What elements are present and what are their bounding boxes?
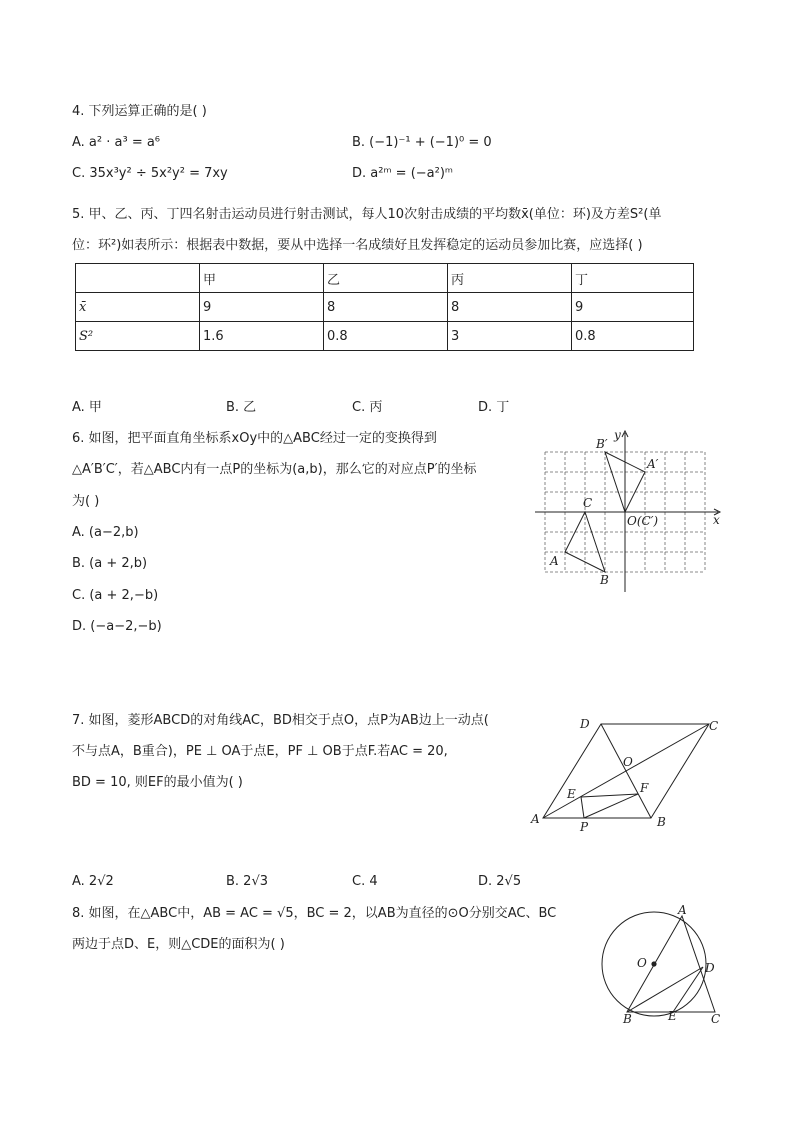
q5-option-c[interactable]: C. 丙 xyxy=(352,400,383,415)
center-dot xyxy=(651,961,656,966)
label-c: C xyxy=(711,1012,721,1026)
q7-option-c[interactable]: C. 4 xyxy=(352,874,378,889)
label-o: O xyxy=(623,755,633,769)
table-row xyxy=(76,293,694,322)
q5-stem-line2: 位：环²)如表所示：根据表中数据，要从中选择一名成绩好且发挥稳定的运动员参加比赛，应选择( ) xyxy=(72,238,643,253)
label-d: D xyxy=(705,961,715,975)
segment-bd xyxy=(627,967,703,1012)
q6-stem-line3: 为( ) xyxy=(72,494,100,509)
table-cell: 3 xyxy=(448,322,572,351)
q6-stem-line2: △A′B′C′，若△ABC内有一点P的坐标为(a,b)，那么它的对应点P′的坐标 xyxy=(72,462,477,477)
segment-pe xyxy=(581,797,584,818)
q7-option-d[interactable]: D. 2√5 xyxy=(478,874,522,889)
q6-stem-line1: 6. 如图，把平面直角坐标系xOy中的△ABC经过一定的变换得到 xyxy=(72,431,437,446)
label-y-axis: y xyxy=(614,428,621,442)
label-a: A xyxy=(531,812,540,826)
label-b: B xyxy=(623,1012,632,1026)
table-cell: S² xyxy=(76,322,200,351)
q7-option-b[interactable]: B. 2√3 xyxy=(226,874,269,889)
table-cell: 9 xyxy=(200,293,324,322)
q7-option-a[interactable]: A. 2√2 xyxy=(72,874,114,889)
label-e: E xyxy=(668,1009,677,1023)
q6-option-b[interactable]: B. (a + 2,b) xyxy=(72,556,148,571)
q8-stem-line2: 两边于点D、E，则△CDE的面积为( ) xyxy=(72,937,285,952)
table-cell: 0.8 xyxy=(572,322,694,351)
diagonal-bd xyxy=(601,724,651,818)
q7-stem-line3: BD = 10, 则EF的最小值为( ) xyxy=(72,775,243,790)
q4-option-c[interactable]: C. 35x³y² ÷ 5x²y² = 7xy xyxy=(72,166,228,181)
q6-option-c[interactable]: C. (a + 2,−b) xyxy=(72,588,159,603)
table-header-row xyxy=(76,264,694,293)
label-x-axis: x xyxy=(713,513,720,527)
q8-stem-line1: 8. 如图，在△ABC中，AB = AC = √5，BC = 2，以AB为直径的⊙O分别交AC、BC xyxy=(72,906,557,921)
q7-stem-line2: 不与点A，B重合)，PE ⊥ OA于点E，PF ⊥ OB于点F.若AC = 20, xyxy=(72,744,448,759)
table-cell: 1.6 xyxy=(200,322,324,351)
q4-option-d[interactable]: D. a²ᵐ = (−a²)ᵐ xyxy=(352,166,454,181)
q7-rhombus-figure xyxy=(525,710,725,840)
q4-stem: 4. 下列运算正确的是( ) xyxy=(72,104,207,119)
q7-stem-line1: 7. 如图，菱形ABCD的对角线AC，BD相交于点O，点P为AB边上一动点( xyxy=(72,713,489,728)
table-cell: 9 xyxy=(572,293,694,322)
label-f: F xyxy=(640,781,649,795)
label-b: B xyxy=(600,573,609,587)
table-cell: 乙 xyxy=(324,264,448,293)
table-cell: 丁 xyxy=(572,264,694,293)
label-a: A xyxy=(678,903,687,917)
segment-ef xyxy=(581,794,638,797)
label-b1: B′ xyxy=(596,437,608,451)
label-p: P xyxy=(580,820,589,834)
table-cell: x̄ xyxy=(76,293,200,322)
segment-de xyxy=(673,967,703,1012)
table-cell: 0.8 xyxy=(324,322,448,351)
q6-coordinate-figure xyxy=(530,425,730,595)
q6-option-a[interactable]: A. (a−2,b) xyxy=(72,525,139,540)
table-cell xyxy=(76,264,200,293)
label-c: C xyxy=(583,496,593,510)
q5-option-b[interactable]: B. 乙 xyxy=(226,400,257,415)
q5-option-d[interactable]: D. 丁 xyxy=(478,400,510,415)
table-cell: 丙 xyxy=(448,264,572,293)
segment-pf xyxy=(584,794,638,818)
q8-circle-figure xyxy=(595,898,735,1028)
q5-stem-line1: 5. 甲、乙、丙、丁四名射击运动员进行射击测试，每人10次射击成绩的平均数x̄(单位：环)及方差S²(单 xyxy=(72,207,662,222)
label-e: E xyxy=(567,787,576,801)
label-d: D xyxy=(580,717,590,731)
table-cell: 8 xyxy=(448,293,572,322)
table-cell: 甲 xyxy=(200,264,324,293)
label-origin: O(C′) xyxy=(627,514,659,528)
label-a: A xyxy=(550,554,559,568)
q4-option-b[interactable]: B. (−1)⁻¹ + (−1)⁰ = 0 xyxy=(352,135,492,150)
label-a1: A′ xyxy=(647,457,659,471)
label-b: B xyxy=(657,815,666,829)
table-row xyxy=(76,322,694,351)
label-o: O xyxy=(637,956,647,970)
axes xyxy=(535,431,720,592)
q6-option-d[interactable]: D. (−a−2,−b) xyxy=(72,619,162,634)
q4-option-a[interactable]: A. a² · a³ = a⁶ xyxy=(72,135,161,150)
table-cell: 8 xyxy=(324,293,448,322)
q5-data-table xyxy=(75,263,694,351)
label-c: C xyxy=(709,719,719,733)
q5-option-a[interactable]: A. 甲 xyxy=(72,400,102,415)
